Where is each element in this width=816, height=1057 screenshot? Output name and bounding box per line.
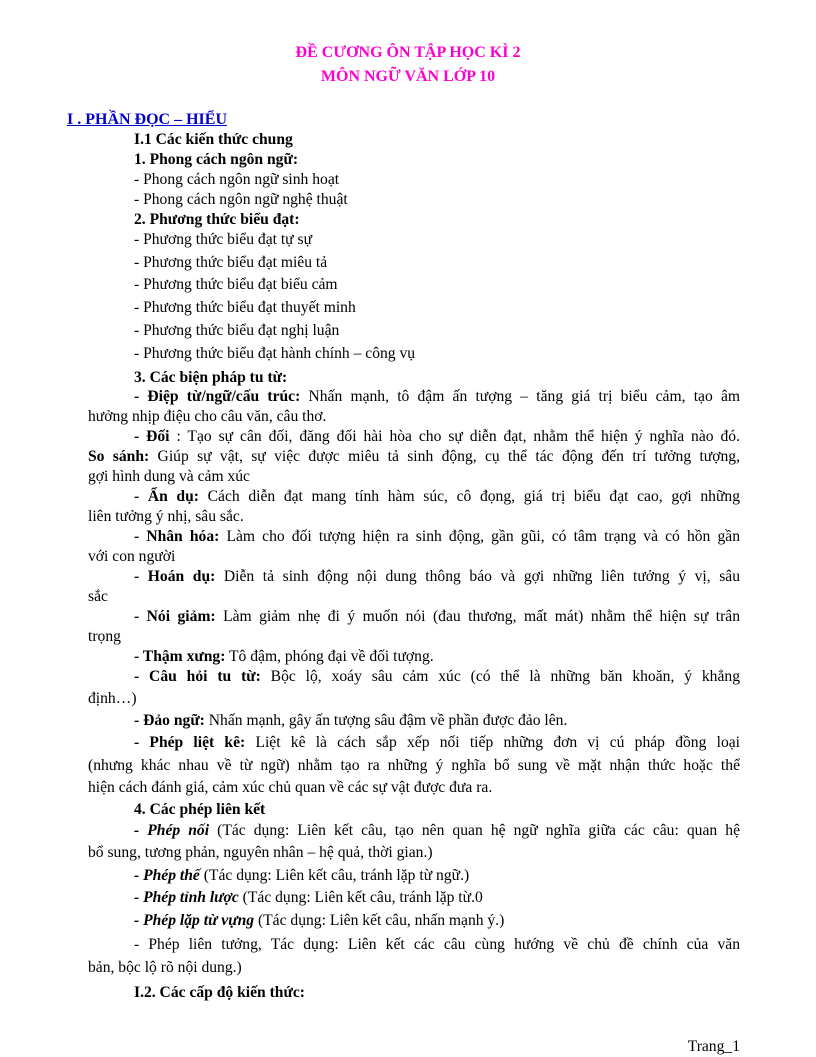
list-item: - Phương thức biểu đạt miêu tả — [134, 254, 328, 271]
paragraph-phep-the: - Phép thế (Tác dụng: Liên kết câu, tránh lặp từ ngữ.) — [134, 867, 470, 884]
paragraph-continuation: gợi hình dung và cảm xúc — [88, 468, 250, 485]
section-heading: I . PHẦN ĐỌC – HIỂU — [67, 111, 228, 128]
paragraph-continuation: hưởng nhịp điệu cho câu văn, câu thơ. — [88, 408, 327, 425]
document-subtitle: MÔN NGỮ VĂN LỚP 10 — [320, 68, 496, 85]
paragraph-phep-noi: - Phép nối (Tác dụng: Liên kết câu, tạo nên quan hệ ngữ nghĩa giữa các câu: quan hệ — [134, 822, 740, 839]
paragraph-continuation: với con người — [88, 548, 176, 565]
paragraph-continuation: bổ sung, tương phản, nguyên nhân – hệ quả, thời gian.) — [88, 844, 433, 861]
paragraph-cau-hoi-tu-tu: - Câu hỏi tu từ: Bộc lộ, xoáy sâu cảm xúc (có thể là những băn khoăn, ý khẳng — [134, 668, 740, 685]
heading-lien-ket: 4. Các phép liên kết — [134, 801, 266, 818]
list-item: - Phương thức biểu đạt tự sự — [134, 231, 313, 248]
paragraph-continuation: sắc — [88, 588, 108, 605]
subsection-heading: I.1 Các kiến thức chung — [134, 131, 293, 148]
document-title: ĐỀ CƯƠNG ÔN TẬP HỌC KÌ 2 — [295, 44, 521, 61]
paragraph-continuation: liên tưởng ý nhị, sâu sắc. — [88, 508, 244, 525]
list-item: - Phương thức biểu đạt thuyết minh — [134, 299, 356, 316]
list-item: - Phong cách ngôn ngữ sinh hoạt — [134, 171, 340, 188]
heading-bien-phap: 3. Các biện pháp tu từ: — [134, 369, 288, 386]
paragraph-so-sanh: So sánh: Giúp sự vật, sự việc được miêu tả sinh động, cụ thể tác động đến trí tưởng tượng, — [88, 448, 740, 465]
paragraph-hoan-du: - Hoán dụ: Diễn tả sinh động nội dung thông báo và gợi những liên tưởng ý vị, sâu — [134, 568, 740, 585]
heading-phong-cach: 1. Phong cách ngôn ngữ: — [134, 151, 299, 168]
page-number: Trang_1 — [687, 1038, 740, 1055]
list-item: - Phong cách ngôn ngữ nghệ thuật — [134, 191, 348, 208]
paragraph-phep-tinh-luoc: - Phép tỉnh lược (Tác dụng: Liên kết câu, tránh lặp từ.0 — [134, 889, 483, 906]
paragraph-lien-tuong: - Phép liên tưởng, Tác dụng: Liên kết các câu cùng hướng về chủ đề chính của văn — [134, 936, 740, 953]
subsection-heading: I.2. Các cấp độ kiến thức: — [134, 984, 305, 1001]
paragraph-liet-ke: - Phép liệt kê: Liệt kê là cách sắp xếp nối tiếp những đơn vị cú pháp đồng loại — [134, 734, 740, 751]
paragraph-noi-giam: - Nói giảm: Làm giảm nhẹ đi ý muốn nói (đau thương, mất mát) nhằm thể hiện sự trân — [134, 608, 740, 625]
list-item: - Phương thức biểu đạt biểu cảm — [134, 276, 338, 293]
paragraph-nhan-hoa: - Nhân hóa: Làm cho đối tượng hiện ra sinh động, gần gũi, có tâm trạng và có hồn gần — [134, 528, 740, 545]
paragraph-an-du: - Ẩn dụ: Cách diễn đạt mang tính hàm súc, cô đọng, giá trị biểu đạt cao, gợi những — [134, 488, 740, 505]
paragraph-continuation: hiện cách đánh giá, cảm xúc chủ quan về các sự vật được đưa ra. — [88, 779, 493, 796]
heading-phuong-thuc: 2. Phương thức biểu đạt: — [134, 211, 300, 228]
paragraph-continuation: định…) — [88, 690, 137, 707]
paragraph-diep-tu: - Điệp từ/ngữ/cấu trúc: Nhấn mạnh, tô đậm ấn tượng – tăng giá trị biểu cảm, tạo âm — [134, 388, 740, 405]
paragraph-continuation: bản, bộc lộ rõ nội dung.) — [88, 959, 242, 976]
list-item: - Phương thức biểu đạt nghị luận — [134, 322, 340, 339]
paragraph-continuation: (nhưng khác nhau về từ ngữ) nhằm tạo ra những ý nghĩa bổ sung về mặt nhận thức hoặc thể — [88, 757, 740, 774]
paragraph-tham-xung: - Thậm xưng: Tô đậm, phóng đại về đối tượng. — [134, 648, 434, 665]
paragraph-dao-ngu: - Đảo ngữ: Nhấn mạnh, gây ấn tượng sâu đậm về phần được đảo lên. — [134, 712, 568, 729]
list-item: - Phương thức biểu đạt hành chính – công vụ — [134, 345, 416, 362]
paragraph-continuation: trọng — [88, 628, 121, 645]
paragraph-phep-lap: - Phép lặp từ vựng (Tác dụng: Liên kết câu, nhấn mạnh ý.) — [134, 912, 505, 929]
paragraph-doi: - Đối : Tạo sự cân đối, đăng đối hài hòa cho sự diễn đạt, nhằm thể hiện ý nghĩa nào đó. — [134, 428, 740, 445]
